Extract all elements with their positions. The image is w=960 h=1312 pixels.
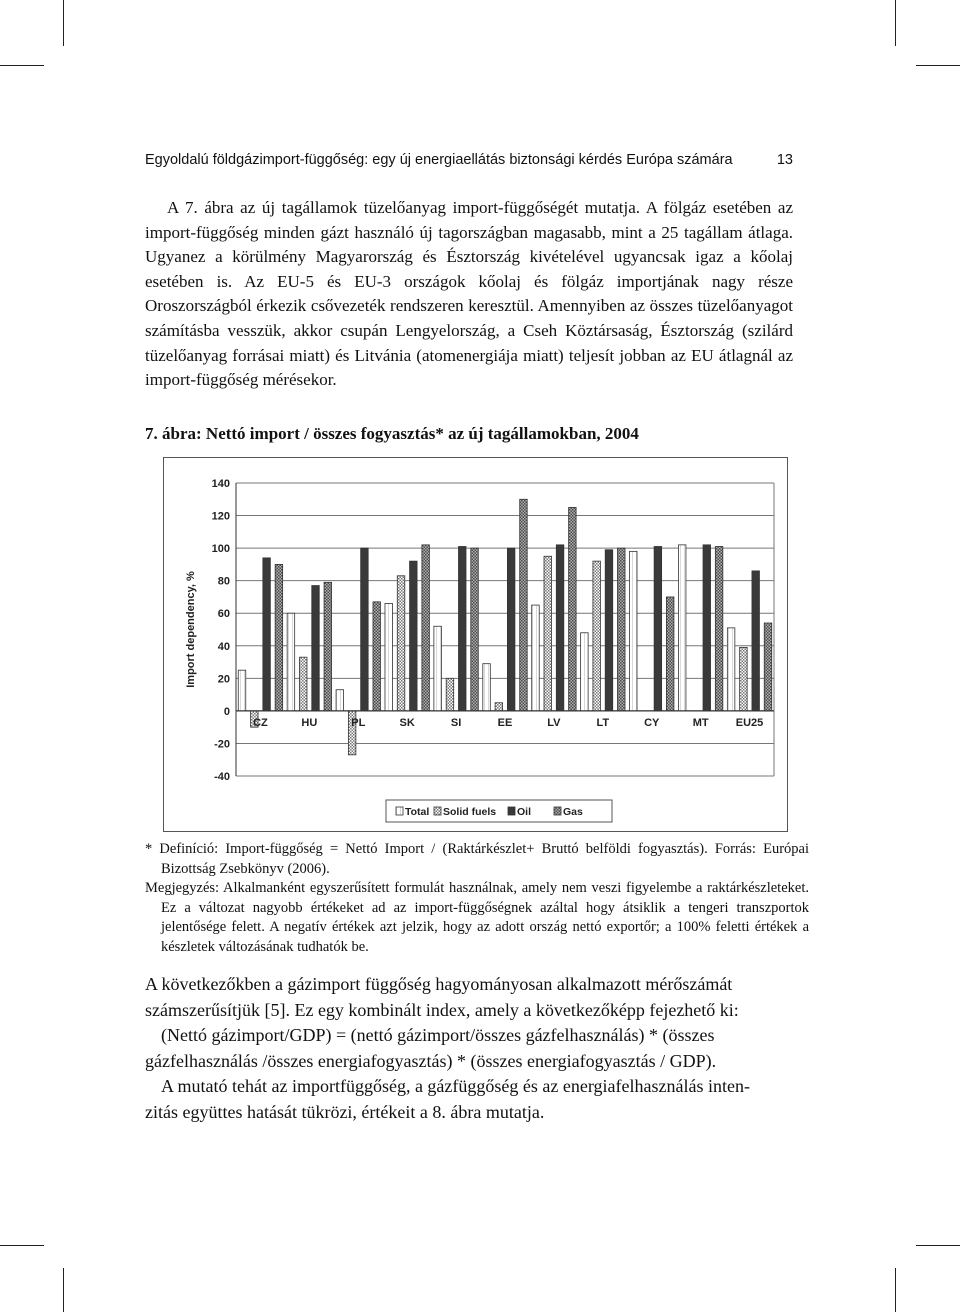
closing-line-text: A mutató tehát az importfüggőség, a gázfüggőség és az energiafelhasználás inten- bbox=[161, 1076, 750, 1096]
x-tick-label: CY bbox=[644, 716, 660, 729]
bar-solid-fuels bbox=[740, 647, 748, 710]
closing-line: zitás együttes hatását tükrözi, értékeit a 8. ábra mutatja. bbox=[145, 1101, 545, 1122]
y-tick-label: 120 bbox=[211, 510, 230, 523]
crop-mark bbox=[916, 1245, 960, 1246]
bar-gas bbox=[520, 499, 528, 711]
legend-label: Solid fuels bbox=[443, 806, 497, 818]
closing-line bbox=[145, 1074, 793, 1100]
bar-total bbox=[630, 551, 638, 711]
legend-label: Oil bbox=[517, 806, 532, 818]
bar-oil bbox=[361, 548, 369, 711]
bar-total bbox=[385, 603, 393, 710]
bar-oil bbox=[312, 586, 320, 711]
y-tick-label: 140 bbox=[211, 478, 230, 490]
bar-total bbox=[727, 628, 735, 711]
bar-gas bbox=[275, 564, 283, 711]
closing-line: A következőkben a gázimport függőség hagyományosan alkalmazott mérőszámát bbox=[145, 974, 733, 994]
legend-label: Gas bbox=[563, 806, 583, 818]
bar-gas bbox=[764, 623, 772, 711]
bar-solid-fuels bbox=[495, 703, 503, 711]
closing-line: számszerűsítjük [5]. Ez egy kombinált index, amely a következőképp fejezhető ki: bbox=[145, 999, 739, 1020]
legend-swatch bbox=[554, 807, 561, 815]
bar-oil bbox=[605, 550, 613, 711]
crop-mark bbox=[0, 1245, 44, 1246]
bar-total bbox=[336, 690, 344, 711]
crop-mark bbox=[916, 65, 960, 66]
y-tick-label: 0 bbox=[223, 705, 230, 718]
bar-gas bbox=[471, 548, 479, 711]
figure-chart bbox=[163, 457, 788, 832]
closing-line-text: (Nettó gázimport/GDP) = (nettó gázimport/összes gázfelhasználás) * (összes bbox=[161, 1025, 715, 1045]
bar-oil bbox=[556, 545, 564, 711]
bar-oil bbox=[458, 546, 466, 710]
legend-label: Total bbox=[405, 806, 430, 818]
closing-line bbox=[145, 1023, 793, 1049]
legend-swatch bbox=[508, 807, 515, 815]
bar-solid-fuels bbox=[544, 556, 552, 711]
bar-oil bbox=[263, 558, 271, 711]
y-tick-label: -20 bbox=[214, 738, 230, 751]
bar-total bbox=[238, 670, 246, 711]
bar-gas bbox=[373, 602, 381, 711]
footnote-remark: Megjegyzés: Alkalmanként egyszerűsített formulát használnak, amely nem veszi figyelembe a raktárkészleteket. Ez a változat nagyobb értékeket ad az import-függőségnek azáltal hogy átsiklik a tengeri transzportok jelentősége felett. A negatív értékek azt jelzik, hogy az adott ország nettó exportőr; a 100% feletti értékek a készletek változásának tudhatók be. bbox=[145, 880, 809, 955]
bar-solid-fuels bbox=[397, 576, 405, 711]
x-tick-label: LV bbox=[547, 716, 561, 729]
crop-mark bbox=[0, 65, 44, 66]
closing-line: gázfelhasználás /összes energiafogyasztás) * (összes energiafogyasztás / GDP). bbox=[145, 1050, 717, 1071]
bar-gas bbox=[324, 582, 332, 711]
bar-gas bbox=[422, 545, 430, 711]
x-tick-label: CZ bbox=[253, 716, 268, 729]
bar-solid-fuels bbox=[299, 657, 307, 711]
figure-title: 7. ábra: Nettó import / összes fogyasztás* az új tagállamokban, 2004 bbox=[145, 424, 639, 443]
x-tick-label: PL bbox=[351, 716, 366, 729]
bar-total bbox=[434, 626, 442, 711]
closing-paragraph bbox=[145, 972, 793, 1125]
y-tick-label: -40 bbox=[214, 771, 230, 783]
x-tick-label: HU bbox=[301, 716, 318, 729]
bar-oil bbox=[507, 548, 515, 711]
x-tick-label: SK bbox=[399, 716, 415, 729]
y-tick-label: 80 bbox=[217, 575, 230, 588]
bar-oil bbox=[410, 561, 418, 711]
bar-solid-fuels bbox=[593, 561, 601, 711]
bar-gas bbox=[666, 597, 674, 711]
bar-total bbox=[287, 613, 295, 711]
footnote-definition: * Definíció: Import-függőség = Nettó Import / (Raktárkészlet+ Bruttó belföldi fogyasztás). Forrás: Európai Bizottság Zsebkönyv (2006). bbox=[145, 841, 809, 877]
y-axis-label: Import dependency, % bbox=[185, 571, 197, 688]
y-tick-label: 20 bbox=[217, 673, 230, 686]
x-tick-label: LT bbox=[596, 716, 610, 729]
bar-total bbox=[678, 545, 686, 711]
crop-mark bbox=[895, 0, 896, 46]
crop-mark bbox=[895, 1268, 896, 1312]
bar-total bbox=[532, 605, 540, 711]
page-number: 13 bbox=[776, 152, 793, 168]
bar-gas bbox=[618, 548, 626, 711]
x-tick-label: EU25 bbox=[735, 716, 764, 729]
crop-mark bbox=[63, 1268, 64, 1312]
intro-paragraph-text: A 7. ábra az új tagállamok tüzelőanyag import-függőségét mutatja. A fölgáz esetében az import-függőség minden gázt használó új tagországban magasabb, mint a 25 tagállam átlaga. Ugyanez a körülmény Magyarország és Észtország kivételével ugyancsak igaz a kőolaj esetében is. Az EU-5 és EU-3 országok kőolaj és fölgáz importjának nagy része Oroszországból érkezik csővezeték rendszeren keresztül. Amennyiben az összes tüzelőanyagot számításba vesszük, akkor csupán Lengyelország, a Cseh Köztársaság, Észtország (szilárd tüzelőanyag forrásai miatt) és Litvánia (atomenergiája miatt) teljesít jobban az EU átlagnál az import-függőség mérésekor. bbox=[145, 198, 793, 390]
bar-oil bbox=[752, 571, 760, 711]
running-header-title: Egyoldalú földgázimport-függőség: egy új energiaellátás biztonsági kérdés Európa számára bbox=[145, 152, 733, 168]
chart-canvas bbox=[164, 458, 787, 831]
y-tick-label: 60 bbox=[217, 608, 230, 621]
intro-paragraph bbox=[145, 196, 793, 393]
bar-oil bbox=[654, 546, 662, 710]
y-tick-label: 40 bbox=[217, 640, 230, 653]
legend-swatch bbox=[434, 807, 441, 815]
bar-gas bbox=[569, 507, 577, 710]
bar-total bbox=[483, 664, 491, 711]
crop-mark bbox=[63, 0, 64, 46]
x-tick-label: EE bbox=[497, 716, 513, 729]
x-tick-label: MT bbox=[692, 716, 709, 729]
y-tick-label: 100 bbox=[211, 543, 230, 556]
x-tick-label: SI bbox=[450, 716, 462, 729]
bar-oil bbox=[703, 545, 711, 711]
bar-total bbox=[581, 633, 589, 711]
legend-swatch bbox=[396, 807, 403, 815]
bar-solid-fuels bbox=[446, 678, 454, 711]
bar-gas bbox=[715, 546, 723, 710]
